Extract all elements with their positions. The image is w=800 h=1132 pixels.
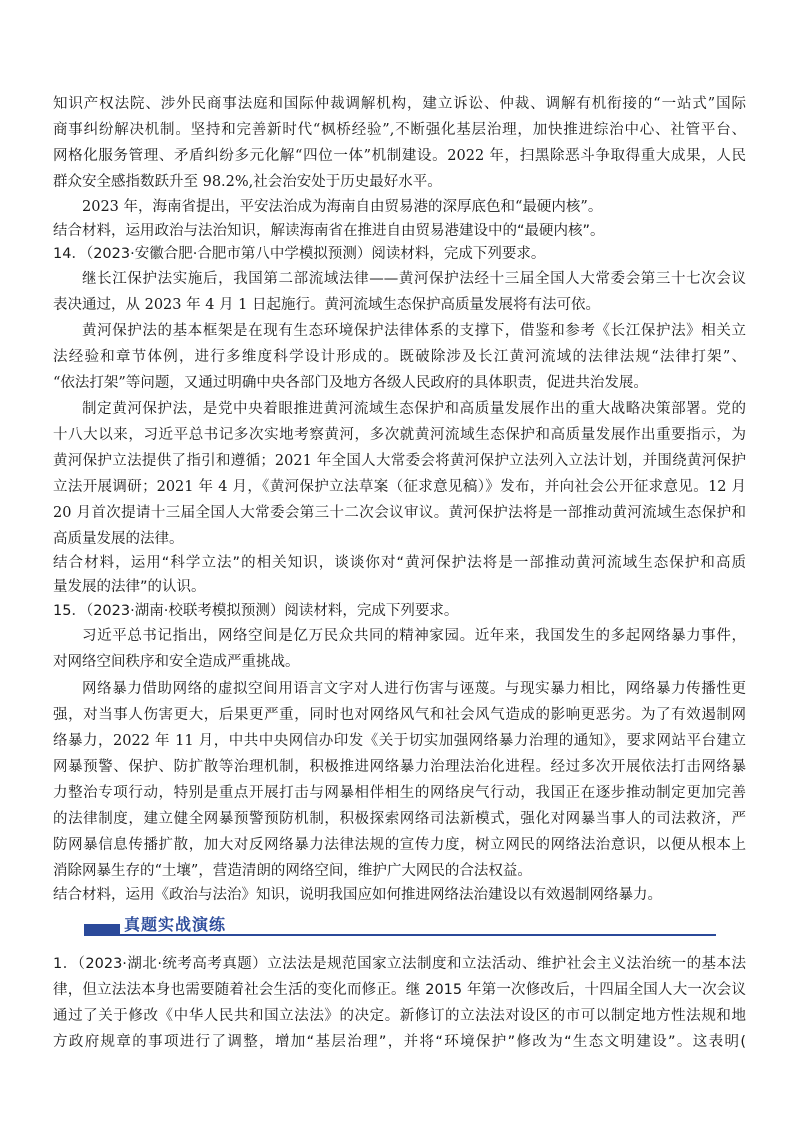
text-line: 继长江保护法实施后，我国第二部流域法律——黄河保护法经十三届全国人大常委会第三十七次会议 (82, 271, 746, 287)
section-banner (84, 912, 716, 938)
banner-accent-bar (84, 924, 120, 934)
text-line: 群众安全感指数跃升至 98.2%,社会治安处于历史最好水平。 (53, 174, 442, 190)
text-line: 网络暴力借助网络的虚拟空间用语言文字对人进行伤害与诬蔑。与现实暴力相比，网络暴力传播性更 (82, 681, 746, 697)
text-line: 的法律制度，建立健全网暴预警预防机制，积极探索网络司法新模式，强化对网暴当事人的司法救济，严 (53, 811, 746, 827)
text-line: 结合材料，运用政治与法治知识，解读海南省在推进自由贸易港建设中的“最硬内核”。 (53, 223, 605, 239)
text-line: 结合材料，运用《政治与法治》知识，说明我国应如何推进网络法治建设以有效遏制网络暴力。 (53, 887, 662, 903)
text-line: 防网暴信息传播扩散，加大对反网络暴力法律法规的宣传力度，树立网民的网络法治意识，以便从根本上 (53, 837, 746, 853)
text-line: 通过了关于修改《中华人民共和国立法法》的决定。新修订的立法法对设区的市可以制定地方性法规和地 (53, 1008, 746, 1024)
text-line: 力整治专项行动，特别是重点开展打击与网暴相伴相生的网络戾气行动，我国正在逐步推动制定更加完善 (53, 785, 746, 801)
text-line: 律，但立法法本身也需要随着社会生活的变化而修正。继 2015 年第一次修改后，十四届全国人大一次会议 (53, 982, 746, 998)
text-line: 20 月首次提请十三届全国人大常委会第三十二次会议审议。黄河保护法将是一部推动黄河流域生态保护和 (53, 505, 746, 521)
text-line: 黄河保护立法提供了指引和遵循；2021 年全国人大常委会将黄河保护立法列入立法计划，并围绕黄河保护 (53, 453, 746, 469)
text-line: 方政府规章的事项进行了调整，增加“基层治理”，并将“环境保护”修改为“生态文明建设”。这表明( (53, 1034, 746, 1050)
text-line: 强，对当事人伤害更大，后果更严重，同时也对网络风气和社会风气造成的影响更恶劣。为了有效遏制网 (53, 707, 746, 723)
text-line: 网格化服务管理、矛盾纠纷多元化解“四位一体”机制建设。2022 年，扫黑除恶斗争取得重大成果，人民 (53, 148, 746, 164)
text-line: 表决通过，从 2023 年 4 月 1 日起施行。黄河流域生态保护高质量发展将有法可依。 (53, 297, 601, 313)
text-line: 对网络空间秩序和安全造成严重挑战。 (53, 654, 300, 670)
text-line: 高质量发展的法律。 (53, 531, 184, 547)
section-title: 真题实战演练 (124, 915, 227, 934)
text-line: 十八大以来，习近平总书记多次实地考察黄河，多次就黄河流域生态保护和高质量发展作出重要指示，为 (53, 427, 746, 443)
text-line: 2023 年，海南省提出，平安法治成为海南自由贸易港的深厚底色和“最硬内核”。 (82, 199, 603, 215)
text-line: 络暴力，2022 年 11 月，中共中央网信办印发《关于切实加强网络暴力治理的通知》，要求网站平台建立 (53, 733, 746, 749)
text-line: 网暴预警、保护、防扩散等治理机制，积极推进网络暴力治理法治化进程。经过多次开展依法打击网络暴 (53, 759, 746, 775)
question-heading: 14．（2023·安徽合肥·合肥市第八中学模拟预测）阅读材料，完成下列要求。 (53, 246, 546, 262)
text-line: 1．（2023·湖北·统考高考真题）立法法是规范国家立法制度和立法活动、维护社会主义法治统一的基本法 (53, 956, 746, 972)
text-line: 消除网暴生存的“土壤”，营造清朗的网络空间，维护广大网民的合法权益。 (53, 863, 532, 879)
text-line: 立法开展调研；2021 年 4 月，《黄河保护立法草案（征求意见稿）》发布，并向社会公开征求意见。12 月 (53, 479, 746, 495)
text-line: 量发展的法律”的认识。 (53, 579, 206, 595)
text-line: 制定黄河保护法，是党中央着眼推进黄河流域生态保护和高质量发展作出的重大战略决策部署。党的 (82, 401, 746, 417)
question-heading: 15．（2023·湖南·校联考模拟预测）阅读材料，完成下列要求。 (53, 603, 459, 619)
text-line: 知识产权法院、涉外民商事法庭和国际仲裁调解机构，建立诉讼、仲裁、调解有机衔接的“一站式”国际 (53, 96, 746, 112)
text-line: 习近平总书记指出，网络空间是亿万民众共同的精神家园。近年来，我国发生的多起网络暴力事件， (82, 628, 746, 644)
text-line: 法经验和章节体例，进行多维度科学设计形成的。既破除涉及长江黄河流域的法律法规“法律打架”、 (53, 349, 746, 365)
text-line: 结合材料，运用“科学立法”的相关知识，谈谈你对“黄河保护法将是一部推动黄河流域生态保护和高质 (53, 555, 746, 571)
text-line: “依法打架”等问题，又通过明确中央各部门及地方各级人民政府的具体职责，促进共治发展。 (53, 375, 648, 391)
text-line: 黄河保护法的基本框架是在现有生态环境保护法律体系的支撑下，借鉴和参考《长江保护法》相关立 (82, 323, 746, 339)
text-line: 商事纠纷解决机制。坚持和完善新时代“枫桥经验”,不断强化基层治理，加快推进综治中心、社管平台、 (53, 122, 746, 138)
